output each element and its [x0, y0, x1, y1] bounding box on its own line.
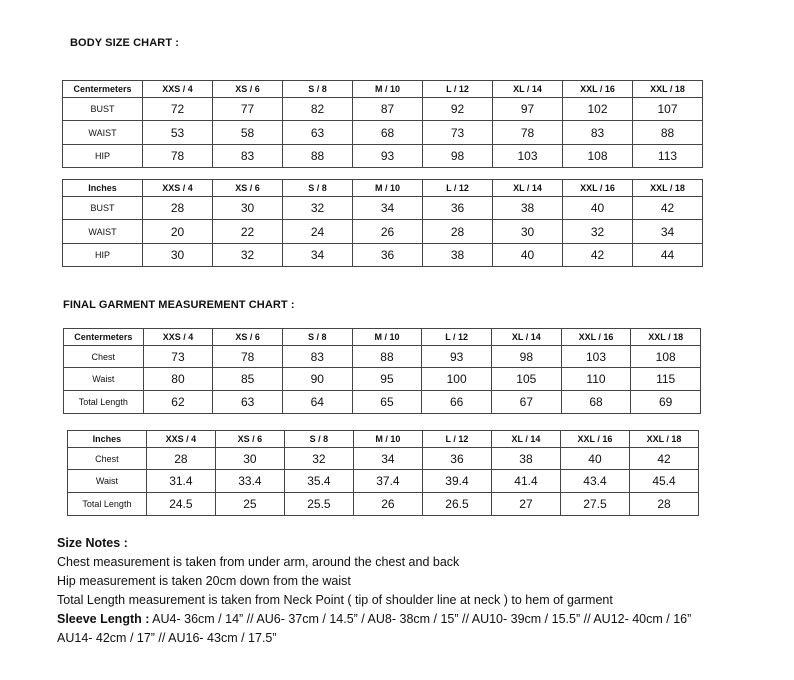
body-size-table-cm: [62, 80, 703, 168]
table-row: [64, 368, 701, 391]
row-label: BUST: [63, 98, 143, 121]
size-header: L / 12: [422, 329, 492, 346]
size-header: S / 8: [283, 180, 353, 197]
measurement-cell: 30: [213, 197, 283, 220]
note-line-sleeve-cont: AU14- 42cm / 17” // AU16- 43cm / 17.5”: [57, 631, 277, 645]
measurement-cell: 34: [353, 197, 423, 220]
measurement-cell: 62: [143, 391, 213, 414]
row-label: Chest: [64, 345, 144, 368]
size-header: XS / 6: [215, 431, 284, 448]
row-label: BUST: [63, 197, 143, 220]
measurement-cell: 103: [493, 144, 563, 167]
note-line-chest: Chest measurement is taken from under arm, around the chest and back: [57, 555, 460, 569]
measurement-cell: 44: [633, 243, 703, 266]
table-corner-label: Inches: [63, 180, 143, 197]
measurement-cell: 42: [563, 243, 633, 266]
size-header: L / 12: [423, 81, 493, 98]
measurement-cell: 30: [215, 447, 284, 470]
measurement-cell: 28: [143, 197, 213, 220]
measurement-cell: 98: [491, 345, 561, 368]
garment-table-cm: [63, 328, 701, 414]
size-header: M / 10: [353, 81, 423, 98]
size-header: M / 10: [353, 180, 423, 197]
size-header: L / 12: [422, 431, 491, 448]
measurement-cell: 27: [491, 493, 560, 516]
table-row: [64, 391, 701, 414]
measurement-cell: 31.4: [146, 470, 215, 493]
measurement-cell: 39.4: [422, 470, 491, 493]
size-header: XXL / 16: [563, 81, 633, 98]
measurement-cell: 83: [213, 144, 283, 167]
measurement-cell: 92: [423, 98, 493, 121]
measurement-cell: 35.4: [284, 470, 353, 493]
measurement-cell: 97: [493, 98, 563, 121]
measurement-cell: 78: [493, 121, 563, 144]
measurement-cell: 67: [491, 391, 561, 414]
measurement-cell: 88: [633, 121, 703, 144]
row-label: Total Length: [64, 391, 144, 414]
measurement-cell: 102: [563, 98, 633, 121]
size-header: XXS / 4: [143, 180, 213, 197]
measurement-cell: 33.4: [215, 470, 284, 493]
measurement-cell: 28: [423, 220, 493, 243]
body-size-table-inches: [62, 179, 703, 267]
size-header: XS / 6: [213, 81, 283, 98]
measurement-cell: 100: [422, 368, 492, 391]
measurement-cell: 40: [493, 243, 563, 266]
row-label: Chest: [68, 447, 147, 470]
measurement-cell: 20: [143, 220, 213, 243]
row-label: Waist: [64, 368, 144, 391]
size-header: XXS / 4: [143, 81, 213, 98]
measurement-cell: 107: [633, 98, 703, 121]
size-header: XL / 14: [491, 329, 561, 346]
measurement-cell: 103: [561, 345, 631, 368]
size-notes-title: Size Notes :: [57, 536, 128, 550]
measurement-cell: 40: [560, 447, 629, 470]
measurement-cell: 65: [352, 391, 422, 414]
measurement-cell: 28: [629, 493, 698, 516]
measurement-cell: 69: [631, 391, 701, 414]
measurement-cell: 26: [353, 493, 422, 516]
measurement-cell: 45.4: [629, 470, 698, 493]
measurement-cell: 38: [423, 243, 493, 266]
measurement-cell: 78: [213, 345, 283, 368]
measurement-cell: 63: [213, 391, 283, 414]
measurement-cell: 108: [631, 345, 701, 368]
measurement-cell: 82: [283, 98, 353, 121]
measurement-cell: 64: [282, 391, 352, 414]
measurement-cell: 36: [422, 447, 491, 470]
measurement-cell: 26.5: [422, 493, 491, 516]
measurement-cell: 30: [143, 243, 213, 266]
measurement-cell: 87: [353, 98, 423, 121]
measurement-cell: 38: [493, 197, 563, 220]
measurement-cell: 53: [143, 121, 213, 144]
table-corner-label: Inches: [68, 431, 147, 448]
garment-chart-heading: FINAL GARMENT MEASUREMENT CHART :: [63, 299, 295, 311]
measurement-cell: 43.4: [560, 470, 629, 493]
size-header: XXL / 16: [561, 329, 631, 346]
measurement-cell: 93: [422, 345, 492, 368]
table-corner-label: Centermeters: [64, 329, 144, 346]
measurement-cell: 93: [353, 144, 423, 167]
measurement-cell: 108: [563, 144, 633, 167]
measurement-cell: 72: [143, 98, 213, 121]
table-row: [63, 144, 703, 167]
size-header: S / 8: [282, 329, 352, 346]
measurement-cell: 90: [282, 368, 352, 391]
size-header: XXL / 18: [633, 81, 703, 98]
measurement-cell: 77: [213, 98, 283, 121]
size-header: L / 12: [423, 180, 493, 197]
note-line-hip: Hip measurement is taken 20cm down from the waist: [57, 574, 351, 588]
measurement-cell: 41.4: [491, 470, 560, 493]
note-line-length: Total Length measurement is taken from Neck Point ( tip of shoulder line at neck ) to hem of garment: [57, 593, 613, 607]
measurement-cell: 34: [353, 447, 422, 470]
measurement-cell: 28: [146, 447, 215, 470]
measurement-cell: 26: [353, 220, 423, 243]
size-header: XXS / 4: [146, 431, 215, 448]
table-row: [68, 470, 699, 493]
size-header: XXL / 18: [631, 329, 701, 346]
measurement-cell: 98: [423, 144, 493, 167]
measurement-cell: 58: [213, 121, 283, 144]
size-notes: [57, 534, 691, 648]
measurement-cell: 63: [283, 121, 353, 144]
sleeve-length-values: AU4- 36cm / 14” // AU6- 37cm / 14.5” / AU8- 38cm / 15” // AU10- 39cm / 15.5” // AU12- 40cm / 16”: [149, 612, 692, 626]
measurement-cell: 27.5: [560, 493, 629, 516]
measurement-cell: 22: [213, 220, 283, 243]
table-row: [63, 98, 703, 121]
row-label: HIP: [63, 243, 143, 266]
table-row: [68, 447, 699, 470]
measurement-cell: 110: [561, 368, 631, 391]
measurement-cell: 95: [352, 368, 422, 391]
size-header: XS / 6: [213, 180, 283, 197]
measurement-cell: 25.5: [284, 493, 353, 516]
size-header: M / 10: [352, 329, 422, 346]
measurement-cell: 88: [283, 144, 353, 167]
size-header: XL / 14: [493, 81, 563, 98]
row-label: WAIST: [63, 121, 143, 144]
body-size-chart-heading: BODY SIZE CHART :: [70, 37, 180, 49]
measurement-cell: 42: [633, 197, 703, 220]
garment-table-inches: [67, 430, 699, 516]
note-line-sleeve: [57, 610, 691, 629]
table-row: [63, 220, 703, 243]
size-header: XL / 14: [491, 431, 560, 448]
table-row: [63, 197, 703, 220]
measurement-cell: 68: [353, 121, 423, 144]
size-header: M / 10: [353, 431, 422, 448]
row-label: Waist: [68, 470, 147, 493]
measurement-cell: 38: [491, 447, 560, 470]
measurement-cell: 32: [213, 243, 283, 266]
table-row: [68, 493, 699, 516]
size-header: XXL / 18: [629, 431, 698, 448]
measurement-cell: 34: [283, 243, 353, 266]
measurement-cell: 36: [353, 243, 423, 266]
table-row: [63, 121, 703, 144]
sleeve-length-label: Sleeve Length :: [57, 612, 150, 626]
measurement-cell: 105: [491, 368, 561, 391]
measurement-cell: 40: [563, 197, 633, 220]
size-header: XL / 14: [493, 180, 563, 197]
measurement-cell: 34: [633, 220, 703, 243]
measurement-cell: 42: [629, 447, 698, 470]
measurement-cell: 24.5: [146, 493, 215, 516]
measurement-cell: 85: [213, 368, 283, 391]
measurement-cell: 25: [215, 493, 284, 516]
size-header: S / 8: [283, 81, 353, 98]
measurement-cell: 66: [422, 391, 492, 414]
measurement-cell: 80: [143, 368, 213, 391]
table-row: [63, 243, 703, 266]
measurement-cell: 83: [282, 345, 352, 368]
measurement-cell: 32: [284, 447, 353, 470]
measurement-cell: 113: [633, 144, 703, 167]
measurement-cell: 73: [423, 121, 493, 144]
row-label: Total Length: [68, 493, 147, 516]
measurement-cell: 68: [561, 391, 631, 414]
measurement-cell: 24: [283, 220, 353, 243]
measurement-cell: 30: [493, 220, 563, 243]
size-header: XS / 6: [213, 329, 283, 346]
measurement-cell: 73: [143, 345, 213, 368]
size-header: XXL / 16: [563, 180, 633, 197]
measurement-cell: 32: [283, 197, 353, 220]
size-header: XXL / 16: [560, 431, 629, 448]
measurement-cell: 32: [563, 220, 633, 243]
measurement-cell: 37.4: [353, 470, 422, 493]
measurement-cell: 115: [631, 368, 701, 391]
size-header: S / 8: [284, 431, 353, 448]
size-header: XXL / 18: [633, 180, 703, 197]
measurement-cell: 83: [563, 121, 633, 144]
measurement-cell: 88: [352, 345, 422, 368]
table-corner-label: Centermeters: [63, 81, 143, 98]
row-label: WAIST: [63, 220, 143, 243]
table-row: [64, 345, 701, 368]
row-label: HIP: [63, 144, 143, 167]
size-header: XXS / 4: [143, 329, 213, 346]
measurement-cell: 36: [423, 197, 493, 220]
measurement-cell: 78: [143, 144, 213, 167]
